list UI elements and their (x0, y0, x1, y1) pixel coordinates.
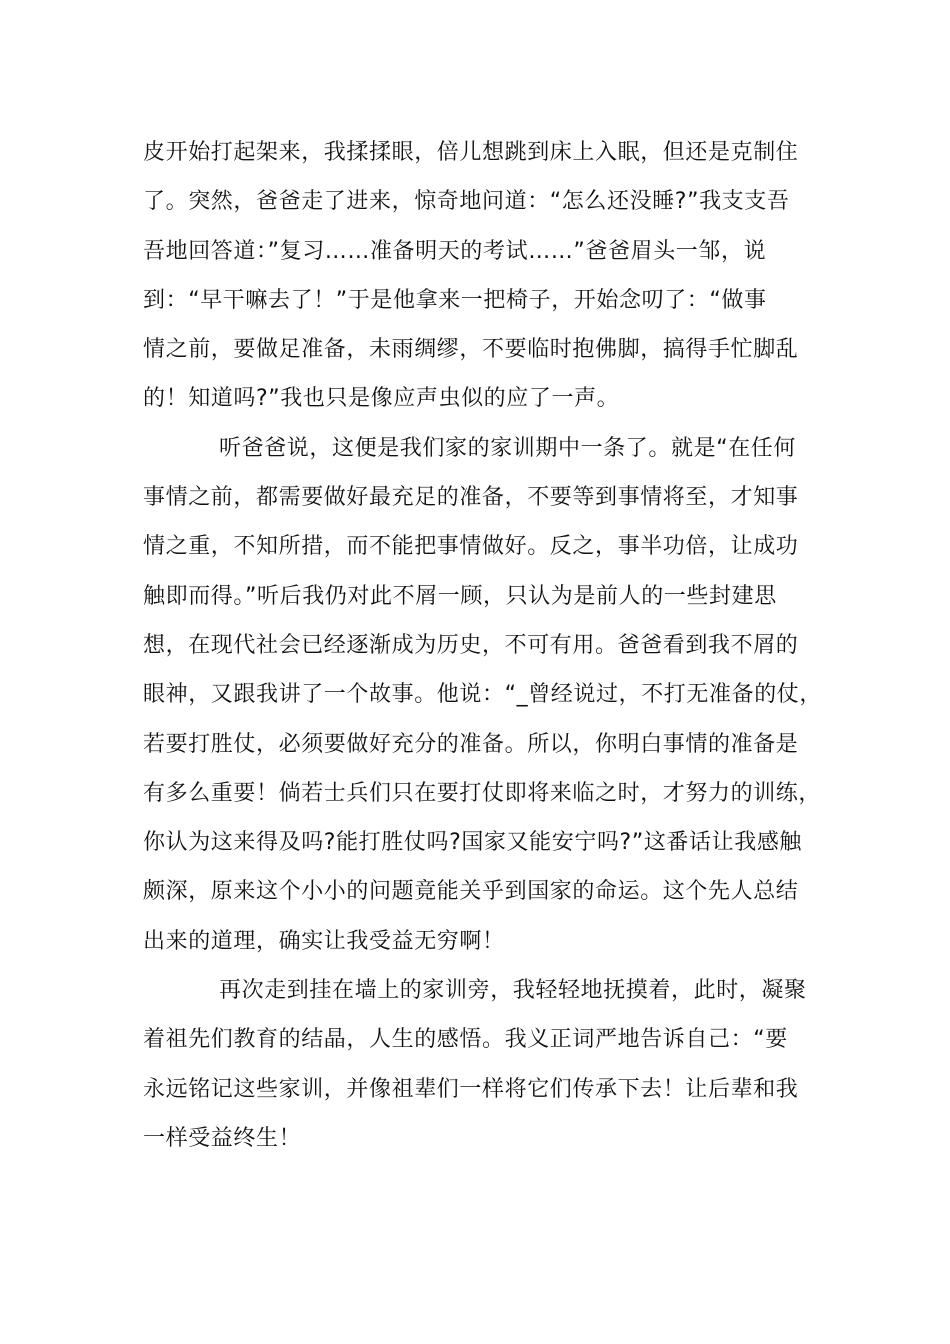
paragraph-line: 情之重，不知所措，而不能把事情做好。反之，事半功倍，让成功 (143, 534, 799, 560)
paragraph-line: 眼神，又跟我讲了一个故事。他说：“_曾经说过，不打无准备的仗， (143, 682, 822, 708)
paragraph-3 (143, 966, 823, 1163)
paragraph-2 (143, 424, 823, 966)
paragraph-line: 若要打胜仗，必须要做好充分的准备。所以，你明白事情的准备是 (143, 731, 799, 757)
paragraph-line: 出来的道理，确实让我受益无穷啊！ (143, 928, 505, 954)
paragraph-line: 再次走到挂在墙上的家训旁，我轻轻地抚摸着，此时，凝聚 (219, 978, 807, 1004)
paragraph-line: 永远铭记这些家训，并像祖辈们一样将它们传承下去！让后辈和我 (143, 1076, 799, 1102)
paragraph-1 (143, 128, 823, 424)
paragraph-line: 有多么重要！倘若士兵们只在要打仗即将来临之时，才努力的训练， (143, 780, 822, 806)
paragraph-line: 触即而得。”听后我仍对此不屑一顾，只认为是前人的一些封建思 (143, 583, 777, 609)
paragraph-line: 听爸爸说，这便是我们家的家训期中一条了。就是“在任何 (219, 435, 796, 461)
paragraph-line: 颇深，原来这个小小的问题竟能关乎到国家的命运。这个先人总结 (143, 879, 799, 905)
paragraph-line: 了。突然，爸爸走了进来，惊奇地问道：“怎么还没睡?”我支支吾 (143, 189, 790, 215)
paragraph-line: 吾地回答道：”复习……准备明天的考试……”爸爸眉头一邹，说 (143, 238, 767, 264)
paragraph-line: 一样受益终生！ (143, 1125, 302, 1151)
paragraph-line: 情之前，要做足准备，未雨绸缪，不要临时抱佛脚，搞得手忙脚乱 (143, 337, 799, 363)
paragraph-line: 的！知道吗?”我也只是像应声虫似的应了一声。 (143, 386, 620, 412)
paragraph-line: 着祖先们教育的结晶，人生的感悟。我义正词严地告诉自己：“要 (143, 1027, 788, 1053)
document-body (143, 128, 823, 1163)
paragraph-line: 你认为这来得及吗?能打胜仗吗?国家又能安宁吗?”这番话让我感触 (143, 830, 803, 856)
paragraph-line: 事情之前，都需要做好最充足的准备，不要等到事情将至，才知事 (143, 485, 799, 511)
paragraph-line: 想，在现代社会已经逐渐成为历史，不可有用。爸爸看到我不屑的 (143, 632, 799, 658)
paragraph-line: 皮开始打起架来，我揉揉眼，倍儿想跳到床上入眠，但还是克制住 (143, 140, 799, 165)
paragraph-line: 到：“早干嘛去了！”于是他拿来一把椅子，开始念叨了：“做事 (143, 287, 767, 313)
